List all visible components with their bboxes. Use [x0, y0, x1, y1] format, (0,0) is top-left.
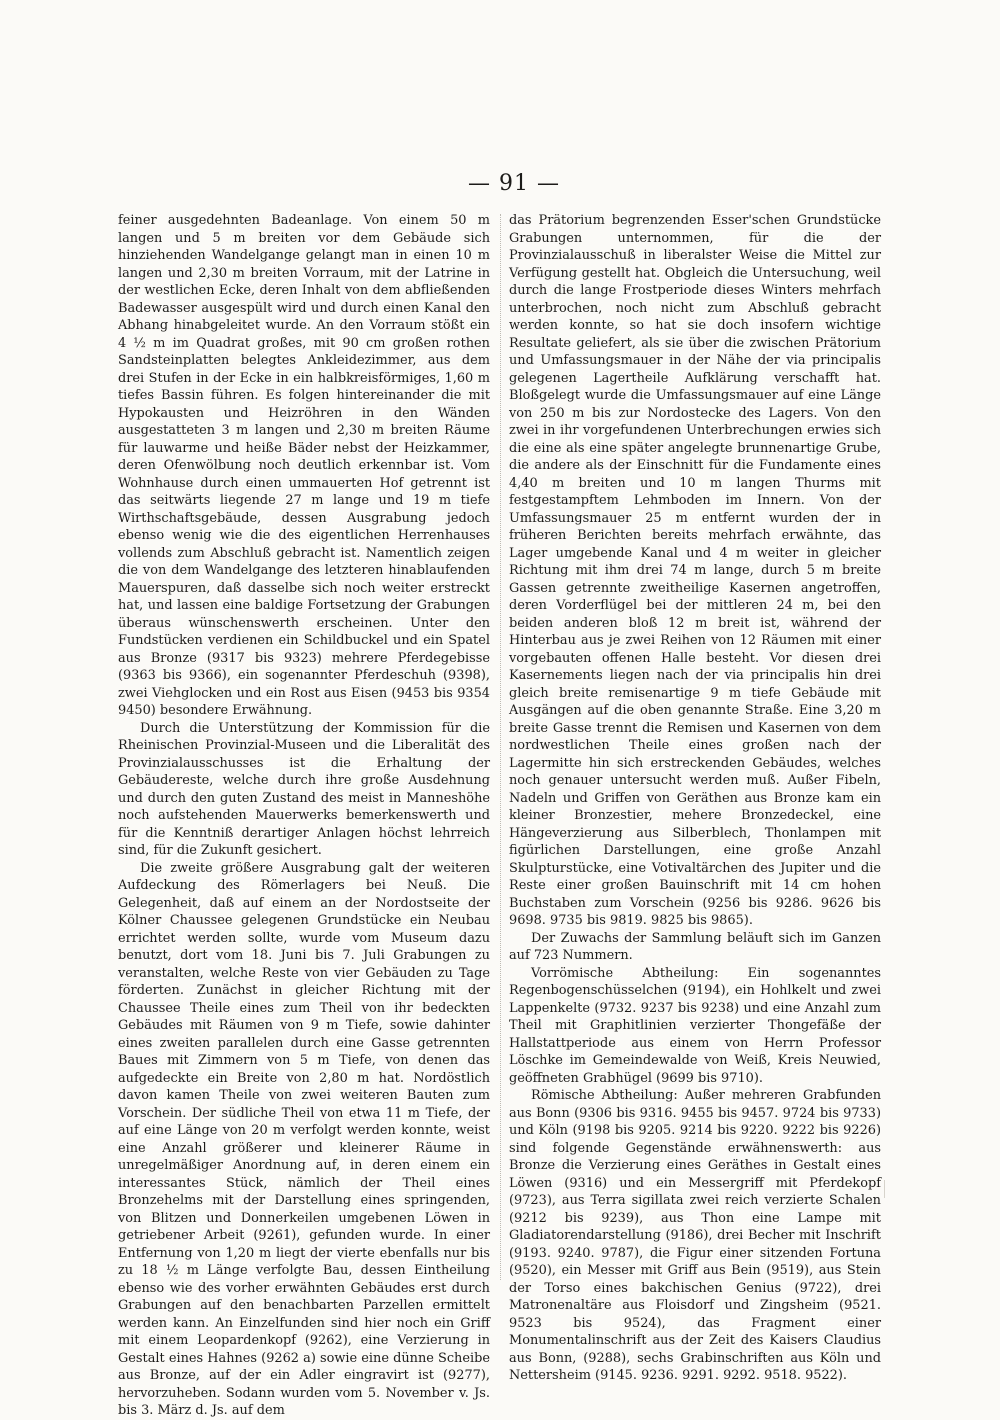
page-number: — 91 —	[468, 171, 560, 196]
paragraph: Die zweite größere Ausgrabung galt der weiteren Aufdeckung des Römerlagers bei Neuß. Die Gelegenheit, daß auf einem an der Nordostseite der Kölner Chaussee gelegenen Grundstücke ein Neubau errichtet werden sollte, wurde vom Museum dazu benutzt, dort vom 18. Juni bis 7. Juli Grabungen zu veranstalten, welche Reste von vier Gebäuden zu Tage förderten. Zunächst in gleicher Richtung mit der Chaussee Theile eines zum Theil von ihr bedeckten Gebäudes mit Räumen von 9 m Tiefe, sowie dahinter eines zweiten parallelen durch eine Gasse getrennten Baues mit Zimmern von 5 m Tiefe, von denen das aufgedeckte ein Breite von 2,80 m hat. Nordöstlich davon kamen Theile von zwei weiteren Bauten zum Vorschein. Der südliche Theil von etwa 11 m Tiefe, der auf eine Länge von 20 m verfolgt werden konnte, weist eine Anzahl größerer und kleinerer Räume in unregelmäßiger Anordnung auf, in deren einem ein interessantes Stück, nämlich der Theil eines Bronzehelms mit der Darstellung eines springenden, von Blitzen und Donnerkeilen umgebenen Löwen in getriebener Arbeit (9261), gefunden wurde. In einer Entfernung von 1,20 m liegt der vierte ebenfalls nur bis zu 18 ½ m Länge verfolgte Bau, dessen Eintheilung ebenso wie des vorher erwähnten Gebäudes erst durch Grabungen auf den benachbarten Parzellen ermittelt werden kann. An Einzelfunden sind hier noch ein Griff mit einem Leopardenkopf (9262), eine Verzierung in Gestalt eines Hahnes (9262 a) sowie eine dünne Scheibe aus Bronze, auf der ein Adler eingravirt ist (9277), hervorzuheben. Sodann wurden vom 5. November v. Js. bis 3. März d. Js. auf dem	[118, 860, 490, 1418]
left-column	[118, 212, 490, 1420]
paragraph: Der Zuwachs der Sammlung beläuft sich im Ganzen auf 723 Nummern.	[509, 930, 881, 963]
paragraph: Römische Abtheilung: Außer mehreren Grabfunden aus Bonn (9306 bis 9316. 9455 bis 9457. 9724 bis 9733) und Köln (9198 bis 9205. 9214 bis 9220. 9222 bis 9226) sind folgende Gegenstände erwähnenswerth: aus Bronze die Verzierung eines Geräthes in Gestalt eines Löwen (9316) und ein Messergriff mit Pferdekopf (9723), aus Terra sigillata zwei reich verzierte Schalen (9212 bis 9239), aus Thon eine Lampe mit Gladiatorendarstellung (9186), drei Becher mit Inschrift (9193. 9240. 9787), die Figur einer sitzenden Fortuna (9520), ein Messer mit Griff aus Bein (9519), aus Stein der Torso eines bakchischen Genius (9722), drei Matronenaltäre aus Floisdorf und Zingsheim (9521. 9523 bis 9524), das Fragment einer Monumentalinschrift aus der Zeit des Kaisers Claudius aus Bonn, (9288), sechs Grabinschriften aus Köln und Nettersheim (9145. 9236. 9291. 9292. 9518. 9522).	[509, 1088, 881, 1383]
paragraph: Durch die Unterstützung der Kommission für die Rheinischen Provinzial-Museen und die Liberalität des Provinzialausschusses ist die Erhaltung der Gebäudereste, welche durch ihre große Ausdehnung und durch den guten Zustand des meist in Manneshöhe noch aufstehenden Mauerwerks bemerkenswerth und für die Kenntniß derartiger Anlagen höchst lehrreich sind, für die Zukunft gesichert.	[118, 720, 490, 858]
column-divider	[500, 214, 501, 1280]
paragraph: das Prätorium begrenzenden Esser'schen Grundstücke Grabungen unternommen, für die der Provinzialausschuß in liberalster Weise die Mittel zur Verfügung gestellt hat. Obgleich die Untersuchung, weil durch die lange Frostperiode dieses Winters mehrfach unterbrochen, noch nicht zum Abschluß gebracht werden konnte, so hat sie doch insofern wichtige Resultate geliefert, als sie über die zwischen Prätorium und Umfassungsmauer in der Nähe der via principalis gelegenen Lagertheile Aufklärung verschafft hat. Bloßgelegt wurde die Umfassungsmauer auf eine Länge von 250 m bis zur Nordostecke des Lagers. Von den zwei in ihr vorgefundenen Unterbrechungen erwies sich die eine als eine später angelegte brunnenartige Grube, die andere als der Einschnitt für die Fundamente eines 4,40 m breiten und 10 m langen Thurms mit festgestampftem Lehmboden im Innern. Von der Umfassungsmauer 25 m entfernt wurden der in früheren Berichten bereits mehrfach erwähnte, das Lager umgebende Kanal und 4 m weiter in gleicher Richtung mit ihm drei 74 m lange, durch 5 m breite Gassen getrennte zweitheilige Kasernen angetroffen, deren Vorderflügel bei der mittleren 24 m, bei den beiden anderen bloß 12 m breit ist, während der Hinterbau aus je zwei Reihen von 12 Räumen mit einer vorgebauten offenen Halle besteht. Vor diesen drei Kasernements liegen nach der via principalis hin drei gleich breite remisenartige 9 m tiefe Gebäude mit Ausgängen auf die oben genannte Straße. Eine 3,20 m breite Gasse trennt die Remisen und Kasernen von dem nordwestlichen Theile eines großen nach der Lagermitte hin sich erstreckenden Gebäudes, welches noch genauer untersucht werden muß. Außer Fibeln, Nadeln und Griffen von Geräthen aus Bronze kam ein kleiner Bronzestier, mehere Bronzedeckel, eine Hängeverzierung aus Silberblech, Thonlampen mit figürlichen Darstellungen, eine große Anzahl Skulpturstücke, eine Votivaltärchen des Jupiter und die Reste einer großen Bauinschrift mit 14 cm hohen Buchstaben zum Vorschein (9256 bis 9286. 9626 bis 9698. 9735 bis 9819. 9825 bis 9865).	[509, 213, 881, 928]
right-column	[509, 212, 881, 1385]
paragraph: feiner ausgedehnten Badeanlage. Von einem 50 m langen und 5 m breiten vor dem Gebäude sich hinziehenden Wandelgange gelangt man in einen 10 m langen und 2,30 m breiten Vorraum, mit der Latrine in der westlichen Ecke, deren Inhalt von dem abfließenden Badewasser ausgespült wird und durch einen Kanal den Abhang hinabgeleitet wurde. An den Vorraum stößt ein 4 ½ m im Quadrat großes, mit 90 cm großen rothen Sandsteinplatten belegtes Ankleidezimmer, aus dem drei Stufen in der Ecke in ein halbkreisförmiges, 1,60 m tiefes Bassin führen. Es folgen hintereinander die mit Hypokausten und Heizröhren in den Wänden ausgestatteten 3 m langen und 2,30 m breiten Räume für lauwarme und heiße Bäder nebst der Heizkammer, deren Ofenwölbung noch deutlich erkennbar ist. Vom Wohnhause durch einen ummauerten Hof getrennt ist das seitwärts liegende 27 m lange und 19 m tiefe Wirthschaftsgebäude, dessen Ausgrabung jedoch ebenso wenig wie die des eigentlichen Herrenhauses vollends zum Abschluß gebracht ist. Namentlich zeigen die von dem Wandelgange des letzteren hinablaufenden Mauerspuren, daß dasselbe sich noch weiter erstreckt hat, und lassen eine baldige Fortsetzung der Grabungen überaus wünschenswerth erscheinen. Unter den Fundstücken verdienen ein Schildbuckel und ein Spatel aus Bronze (9317 bis 9323) mehrere Pferdegebisse (9363 bis 9366), ein sogenannter Pferdeschuh (9398), zwei Viehglocken und ein Rost aus Eisen (9453 bis 9354 9450) besondere Erwähnung.	[118, 213, 490, 718]
paper-mark	[884, 1180, 885, 1198]
paragraph: Vorrömische Abtheilung: Ein sogenanntes Regenbogenschüsselchen (9194), ein Hohlkelt und zwei Lappenkelte (9732. 9237 bis 9238) und eine Anzahl zum Theil mit Graphitlinien verzierter Thongefäße der Hallstattperiode aus einem von Herrn Professor Löschke im Gemeindewalde von Weiß, Kreis Neuwied, geöffneten Grabhügel (9699 bis 9710).	[509, 965, 881, 1086]
